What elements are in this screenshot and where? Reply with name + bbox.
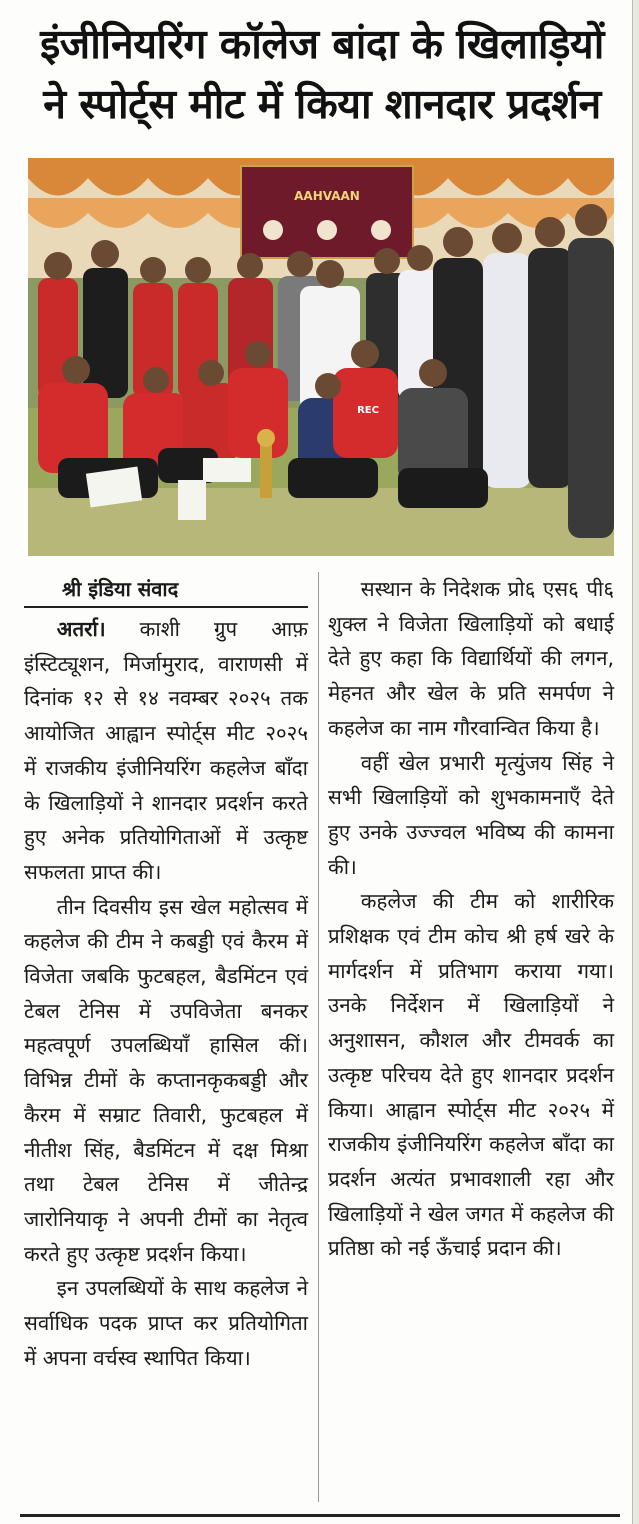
column-2 — [328, 572, 614, 1266]
adjacent-column-edge — [632, 0, 639, 1524]
byline: श्री इंडिया संवाद — [24, 572, 308, 608]
paragraph-1 — [24, 612, 308, 890]
dateline-place: अतर्रा। — [56, 617, 106, 641]
column-1 — [24, 572, 308, 1375]
team-photo-illustration — [28, 158, 614, 556]
paragraph-2: तीन दिवसीय इस खेल महोत्सव में कहलेज की टीम ने कबड्डी एवं कैरम में विजेता जबकि फुटबहल, बैडमिंटन एवं टेबल टेनिस में उपविजेता बनकर महत्वपूर्ण उपलब्धियाँ हासिल कीं। विभिन्न टीमों के कप्तानकृकबड्डी और कैरम में सम्राट तिवारी, फुटबहल में नीतीश सिंह, बैडमिंटन में दक्ष मिश्रा तथा टेबल टेनिस में जीतेन्द्र जारोनियाकृ ने अपनी टीमों का नेतृत्व करते हुए उत्कृष्ट प्रदर्शन किया। — [24, 894, 308, 1266]
column-divider — [318, 572, 319, 1502]
headline-line-2: ने स्पोर्ट्स मीट में किया शानदार प्रदर्शन — [43, 80, 601, 128]
headline — [22, 14, 622, 134]
paragraph-5: वहीं खेल प्रभारी मृत्युंजय सिंह ने सभी खिलाड़ियों को शुभकामनाएँ देते हुए उनके उज्ज्वल भविष्य की कामना की। — [328, 750, 614, 879]
team-photo — [28, 158, 614, 556]
bottom-rule — [20, 1514, 620, 1517]
paragraph-4: सस्थान के निदेशक प्रो६ एस६ पी६ शुक्ल ने विजेता खिलाड़ियों को बधाई देते हुए कहा कि विद्यार्थियों की लगन, मेहनत और खेल के प्रति समर्पण ने कहलेज का नाम गौरवान्वित किया है। — [328, 577, 614, 740]
headline-line-1: इंजीनियरिंग कॉलेज बांदा के खिलाड़ियों — [40, 20, 604, 68]
paragraph-6: कहलेज की टीम को शारीरिक प्रशिक्षक एवं टीम कोच श्री हर्ष खरे के मार्गदर्शन में प्रतिभाग कराया गया। उनके निर्देशन में खिलाड़ियों ने अनुशासन, कौशल और टीमवर्क का उत्कृष्ट परिचय देते हुए शानदार प्रदर्शन किया। आह्वान स्पोर्ट्स मीट २०२५ में राजकीय इंजीनियरिंग कहलेज बाँदा का प्रदर्शन अत्यंत प्रभावशाली रहा और खिलाड़ियों ने खेल जगत में कहलेज की प्रतिष्ठा को नई ऊँचाई प्रदान की। — [328, 889, 614, 1261]
paragraph-3: इन उपलब्धियों के साथ कहलेज ने सर्वाधिक पदक प्राप्त कर प्रतियोगिता में अपना वर्चस्व स्थापित किया। — [24, 1276, 308, 1370]
jersey-text: REC — [357, 405, 379, 416]
banner-text: AAHVAAN — [294, 189, 360, 203]
paragraph-1-text: काशी ग्रुप आफ़ इंस्टिट्यूशन, मिर्जामुराद, वाराणसी में दिनांक १२ से १४ नवम्बर २०२५ तक आयोजित आह्वान स्पोर्ट्स मीट २०२५ में राजकीय इंजीनियरिंग कहलेज बाँदा के खिलाड़ियों ने शानदार प्रदर्शन करते हुए अनेक प्रतियोगिताओं में उत्कृष्ट सफलता प्राप्त की। — [24, 617, 308, 884]
